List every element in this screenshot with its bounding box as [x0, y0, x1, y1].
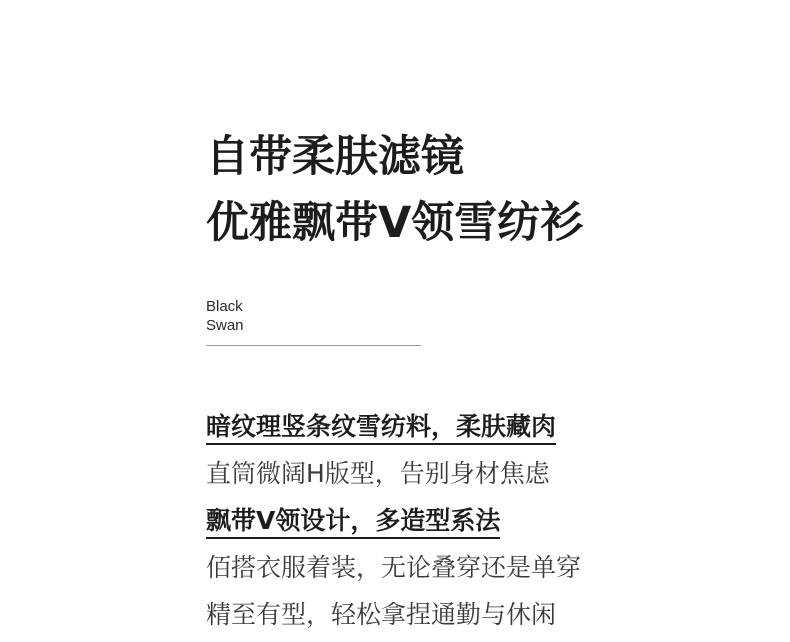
feature-item-styling — [206, 544, 581, 591]
feature-item-occasion — [206, 591, 581, 638]
divider — [206, 345, 421, 346]
headline-line-2: 优雅飘带V领雪纺衫 — [206, 198, 584, 248]
brand-name-line-1: Black — [206, 298, 243, 315]
brand-name-line-2: Swan — [206, 317, 244, 334]
brand-name — [206, 297, 244, 335]
headline — [206, 124, 583, 256]
feature-item-collar — [206, 497, 581, 544]
feature-text: 暗纹理竖条纹雪纺料，柔肤藏肉 — [206, 412, 556, 445]
feature-text: 直筒微阔H版型，告别身材焦虑 — [206, 459, 550, 488]
feature-text: 精至有型，轻松拿捏通勤与休闲 — [206, 600, 557, 629]
feature-item-silhouette — [206, 450, 581, 497]
feature-text: 飘带V领设计，多造型系法 — [206, 506, 500, 539]
headline-line-1: 自带柔肤滤镜 — [206, 132, 464, 182]
feature-list — [206, 403, 581, 638]
feature-item-fabric — [206, 403, 581, 450]
feature-text: 佰搭衣服着装，无论叠穿还是单穿 — [206, 553, 582, 582]
